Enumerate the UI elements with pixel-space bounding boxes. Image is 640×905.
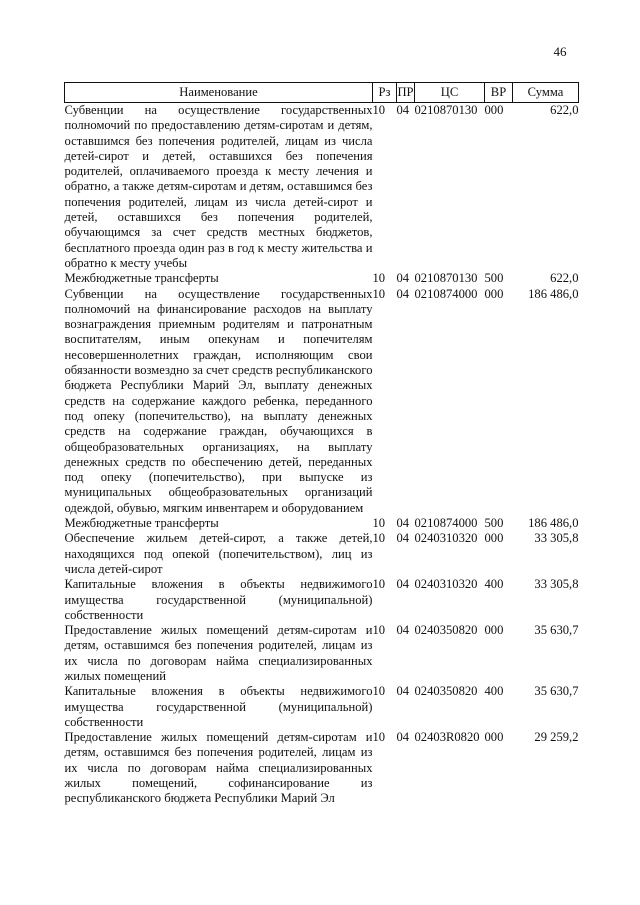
row-pr: 04	[396, 577, 410, 592]
table-row	[65, 577, 579, 623]
row-rz: 10	[372, 516, 386, 531]
row-rz: 10	[372, 684, 386, 699]
header-pr: ПР	[397, 83, 415, 103]
row-sum: 33 305,8	[534, 531, 579, 546]
row-cs: 0240350820	[414, 684, 478, 699]
row-cs: 0240310320	[414, 577, 478, 592]
row-pr: 04	[396, 623, 410, 638]
row-pr: 04	[396, 684, 410, 699]
row-cs: 0240350820	[414, 623, 478, 638]
header-sum: Сумма	[513, 83, 579, 103]
table-row	[65, 730, 579, 806]
row-cs: 0210870130	[414, 271, 478, 286]
table-row	[65, 623, 579, 684]
row-vr: 000	[484, 730, 504, 745]
row-vr: 500	[484, 271, 504, 286]
row-pr: 04	[396, 516, 410, 531]
row-vr: 500	[484, 516, 504, 531]
row-name: Капитальные вложения в объекты недвижимого имущества государственной (муниципальной) собственности	[64, 577, 373, 622]
row-rz: 10	[372, 730, 386, 745]
row-pr: 04	[396, 286, 410, 301]
row-rz: 10	[372, 531, 386, 546]
table-header-row	[65, 83, 579, 103]
row-cs: 0210874000	[414, 516, 478, 531]
row-sum: 622,0	[550, 271, 579, 286]
budget-table	[64, 82, 579, 807]
row-sum: 186 486,0	[528, 286, 579, 301]
row-rz: 10	[372, 103, 386, 117]
row-name: Обеспечение жильем детей-сирот, а также детей, находящихся под опекой (попечительством), лиц из числа детей-сирот	[64, 531, 373, 576]
table-row	[65, 271, 579, 286]
row-sum: 35 630,7	[534, 623, 579, 638]
row-cs: 0210874000	[414, 286, 478, 301]
row-rz: 10	[372, 286, 386, 301]
row-sum: 622,0	[550, 103, 579, 117]
header-vr: ВР	[485, 83, 513, 103]
table-row	[65, 684, 579, 730]
row-vr: 000	[484, 531, 504, 546]
row-vr: 000	[484, 286, 504, 301]
row-cs: 0210870130	[414, 103, 478, 117]
page-number: 46	[553, 44, 567, 59]
row-sum: 29 259,2	[534, 730, 579, 745]
row-name: Субвенции на осуществление государственных полномочий на финансирование расходов на выплату вознаграждения приемным родителям и патронатным воспитателям, иным опекунам и попечителям несовершеннолетних граждан, исполняющим свои обязанности возмездно за счет средств республиканского бюджета Республики Марий Эл, выплату денежных средств на содержание каждого ребенка, переданного под опеку (попечительство), на выплату денежных средств на содержание граждан, обучающихся в общеобразовательных организациях, на выплату денежных средств по обеспечению детей, переданных под опеку (попечительство), при выпуске из муниципальных общеобразовательных организаций одеждой, обувью, мягким инвентарем и оборудованием	[64, 286, 373, 515]
table-row	[65, 516, 579, 531]
row-name: Межбюджетные трансферты	[64, 271, 219, 286]
row-name: Межбюджетные трансферты	[64, 516, 219, 531]
row-vr: 400	[484, 684, 504, 699]
table-row	[65, 287, 579, 516]
row-vr: 000	[484, 103, 504, 117]
row-vr: 000	[484, 623, 504, 638]
header-rz: Рз	[373, 83, 397, 103]
row-pr: 04	[396, 103, 410, 117]
row-name: Предоставление жилых помещений детям-сиротам и детям, оставшимся без попечения родителей, лицам из их числа по договорам найма специализированных жилых помещений, софинансирование из республиканского бюджета Республики Марий Эл	[64, 730, 373, 806]
row-name: Предоставление жилых помещений детям-сиротам и детям, оставшимся без попечения родителей, лицам из их числа по договорам найма специализированных жилых помещений	[64, 623, 373, 683]
row-vr: 400	[484, 577, 504, 592]
row-sum: 33 305,8	[534, 577, 579, 592]
row-rz: 10	[372, 577, 386, 592]
row-pr: 04	[396, 271, 410, 286]
row-cs: 02403R0820	[414, 730, 480, 745]
header-cs: ЦС	[415, 83, 485, 103]
table-row	[65, 103, 579, 272]
table-row	[65, 531, 579, 577]
row-pr: 04	[396, 531, 410, 546]
row-rz: 10	[372, 623, 386, 638]
row-name: Капитальные вложения в объекты недвижимого имущества государственной (муниципальной) собственности	[64, 684, 373, 729]
row-name: Субвенции на осуществление государственных полномочий по предоставлению детям-сиротам и детям, оставшимся без попечения родителей, лицам из числа детей-сирот и детей, оставшихся без попечения родителей, оплачиваемого проезда к месту лечения и обратно, а также детям-сиротам и детям, оставшимся без попечения родителей, лицам из числа детей-сирот и детей, оставшихся без попечения родителей, обучающимся за счет средств местных бюджетов, бесплатного проезда один раз в год к месту жительства и обратно к месту учебы	[64, 103, 373, 270]
header-name: Наименование	[65, 83, 373, 103]
row-cs: 0240310320	[414, 531, 478, 546]
row-pr: 04	[396, 730, 410, 745]
row-sum: 35 630,7	[534, 684, 579, 699]
row-rz: 10	[372, 271, 386, 286]
row-sum: 186 486,0	[528, 516, 579, 531]
